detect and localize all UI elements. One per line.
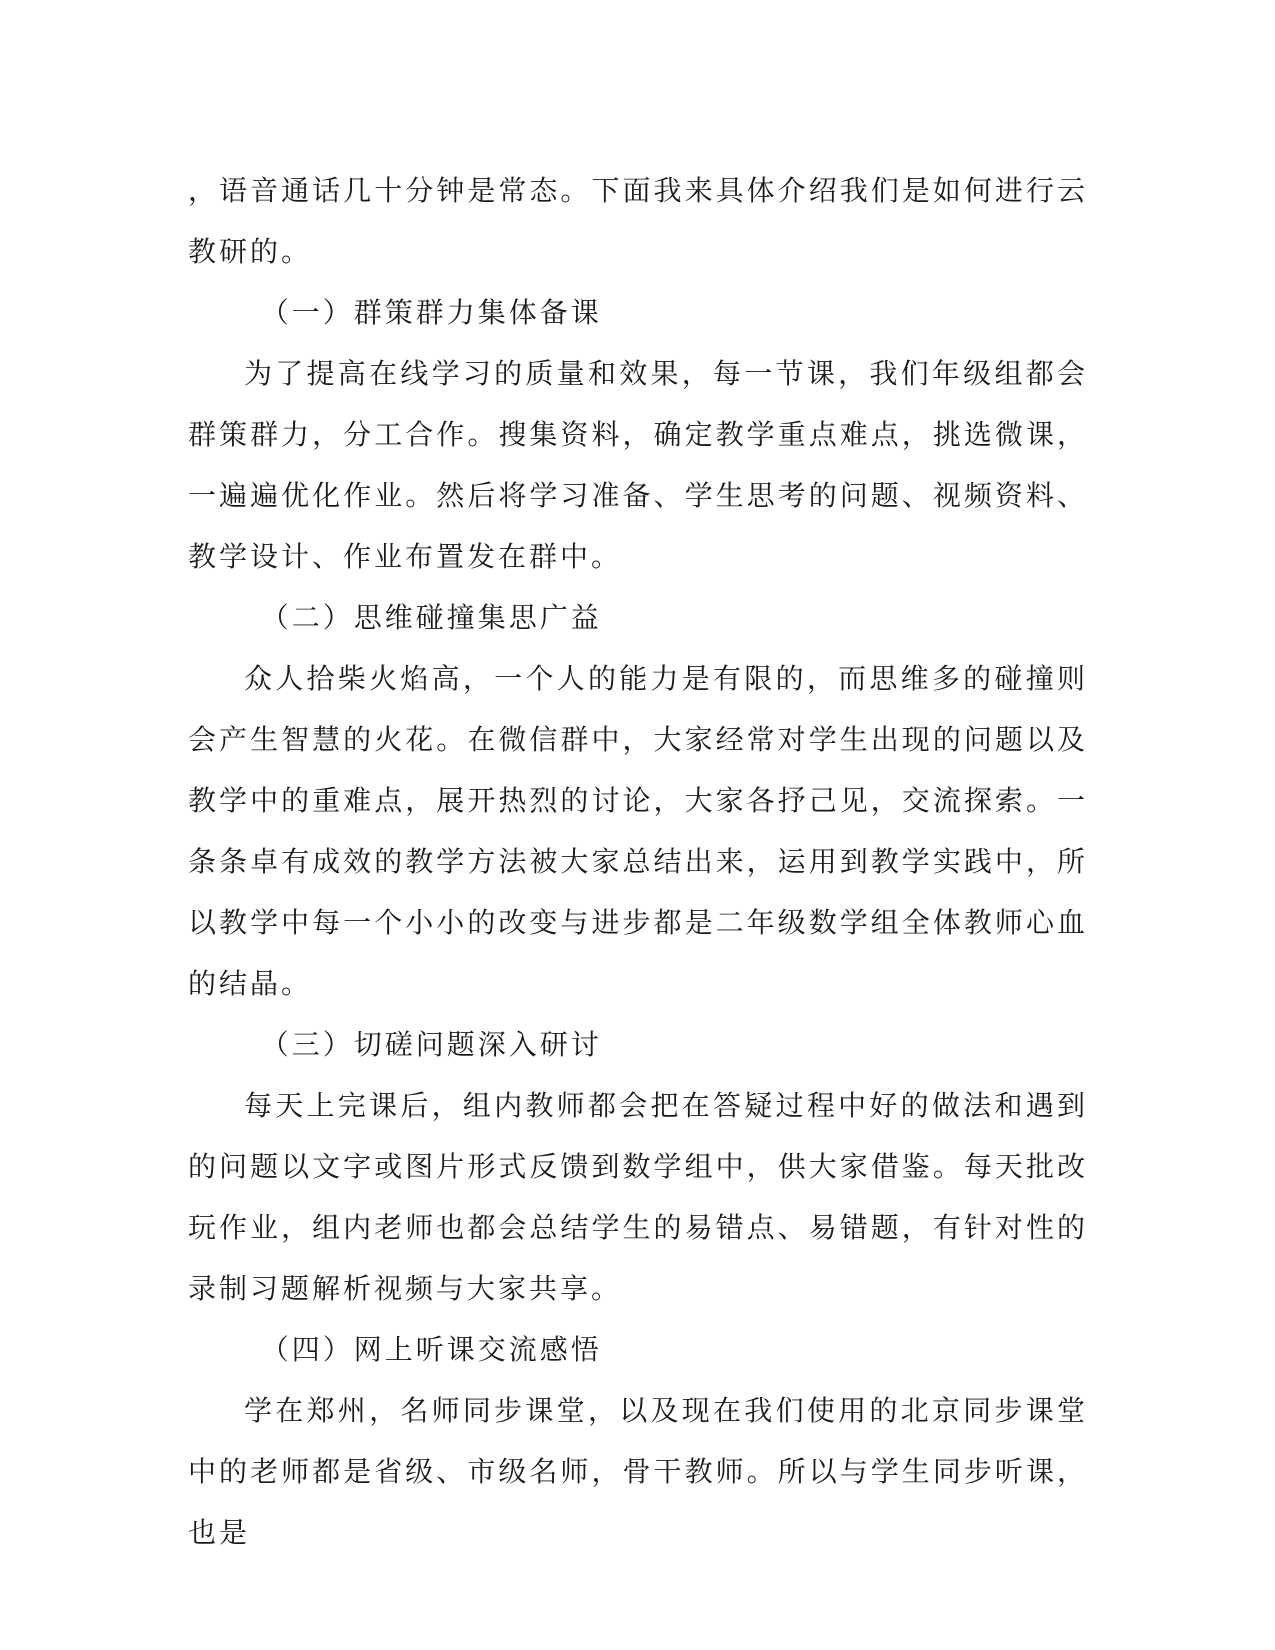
- section-heading-3: （三）切磋问题深入研讨: [260, 1028, 602, 1061]
- section-heading-4: （四）网上听课交流感悟: [260, 1333, 602, 1366]
- paragraph-problem-discussion: 每天上完课后，组内教师都会把在答疑过程中好的做法和遇到的问题以文字或图片形式反馈到数学组中，供大家借鉴。每天批改玩作业，组内老师也都会总结学生的易错点、易错题，有针对性的录制习题解析视频与大家共享。: [188, 1089, 1088, 1305]
- paragraph-collective-lesson-prep: 为了提高在线学习的质量和效果，每一节课，我们年级组都会群策群力，分工合作。搜集资料，确定教学重点难点，挑选微课，一遍遍优化作业。然后将学习准备、学生思考的问题、视频资料、教学设计、作业布置发在群中。: [188, 357, 1088, 573]
- paragraph-brainstorming: 众人拾柴火焰高，一个人的能力是有限的，而思维多的碰撞则会产生智慧的火花。在微信群中，大家经常对学生出现的问题以及教学中的重难点，展开热烈的讨论，大家各抒己见，交流探索。一条条卓有成效的教学方法被大家总结出来，运用到教学实践中，所以教学中每一个小小的改变与进步都是二年级数学组全体教师心血的结晶。: [188, 662, 1088, 1000]
- document-body: [188, 160, 1088, 1563]
- section-heading-1: （一）群策群力集体备课: [260, 296, 602, 329]
- section-heading-2: （二）思维碰撞集思广益: [260, 601, 602, 634]
- paragraph-online-lessons: 学在郑州，名师同步课堂，以及现在我们使用的北京同步课堂中的老师都是省级、市级名师，骨干教师。所以与学生同步听课，也是: [188, 1394, 1088, 1549]
- paragraph-continuation: ，语音通话几十分钟是常态。下面我来具体介绍我们是如何进行云教研的。: [188, 174, 1088, 268]
